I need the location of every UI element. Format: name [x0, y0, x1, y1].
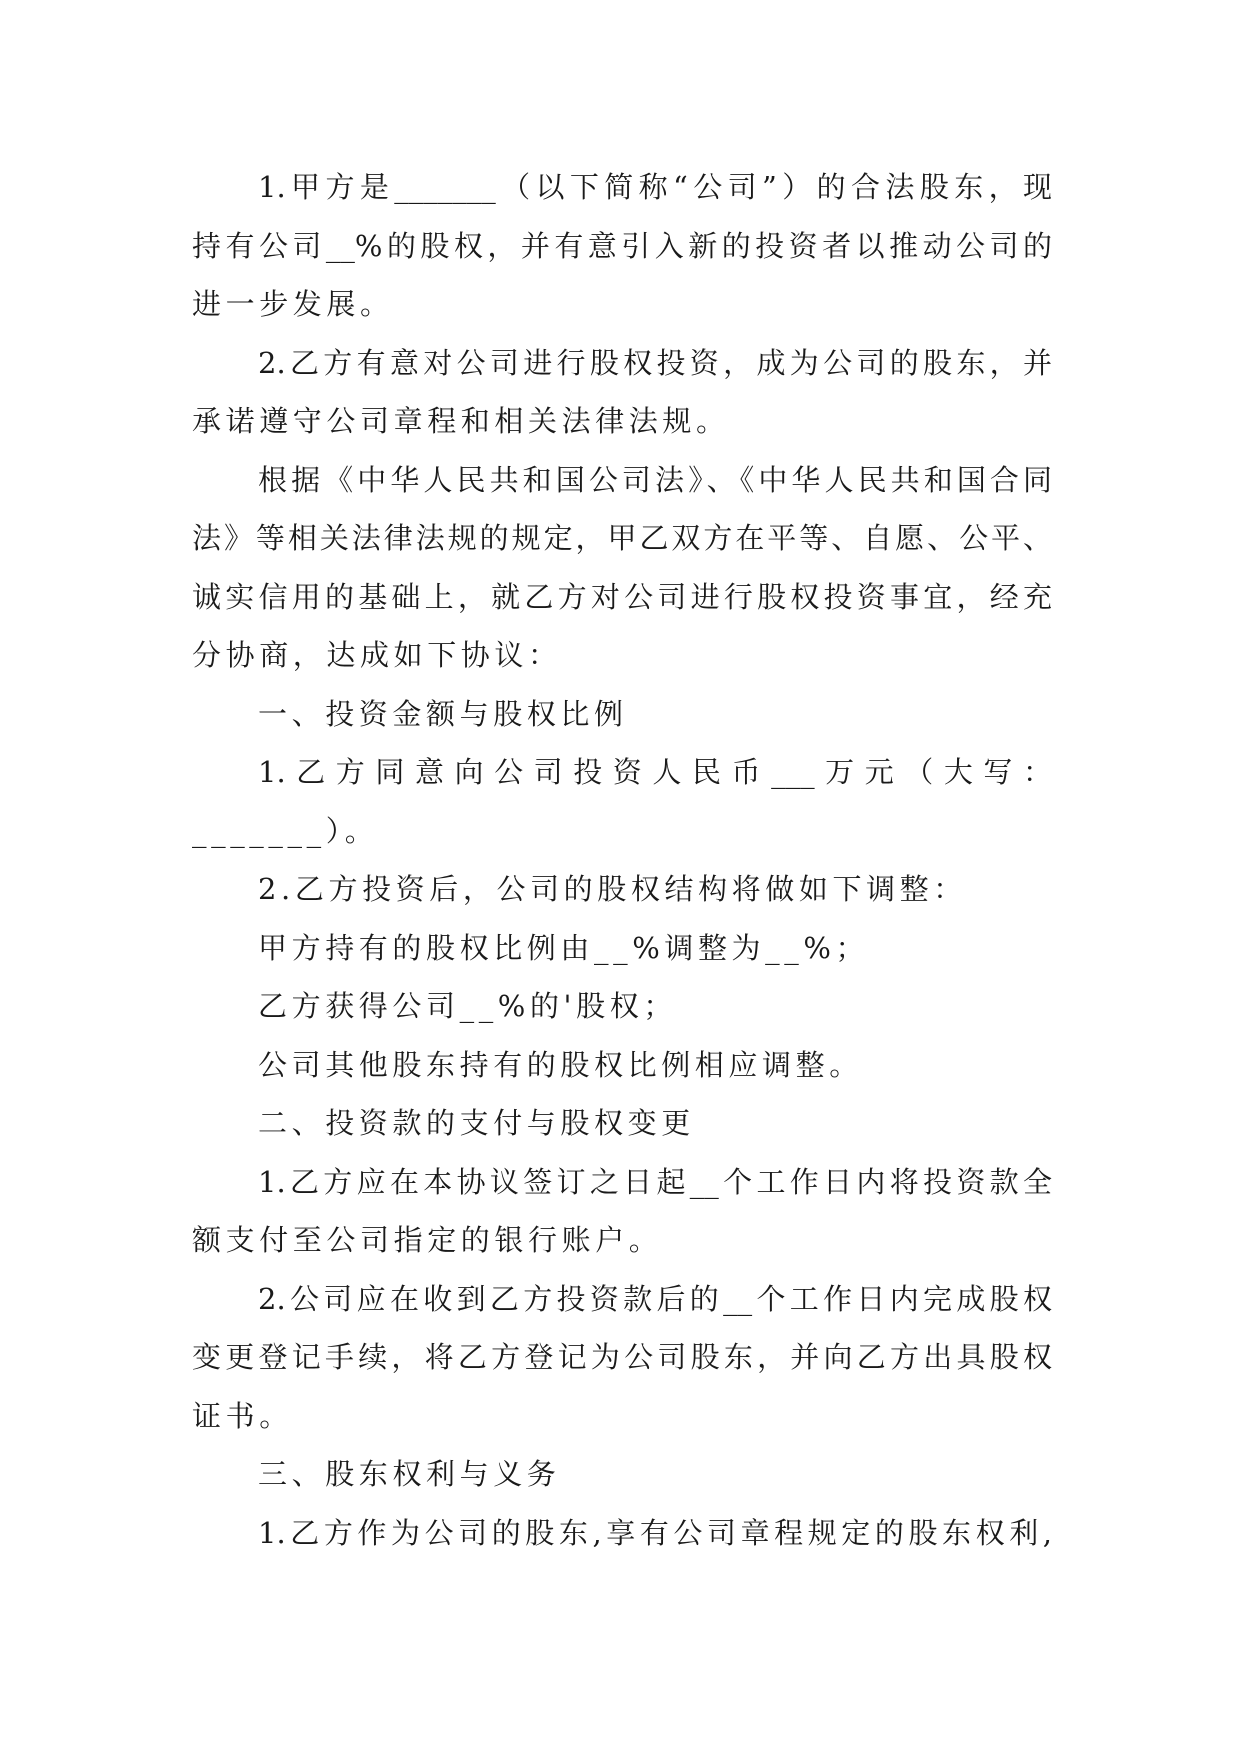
text-line: 承诺遵守公司章程和相关法律法规。: [192, 404, 730, 438]
paragraph-6: [192, 919, 1052, 978]
text-line: 分协商，达成如下协议：: [192, 638, 562, 672]
section-heading-3: [192, 1445, 1052, 1504]
text-line: 甲方持有的股权比例由__%调整为__%；: [258, 930, 870, 965]
heading-line: 二、投资款的支付与股权变更: [258, 1106, 695, 1140]
text-line: 乙方获得公司__%的'股权；: [258, 989, 677, 1023]
text-line: 证书。: [192, 1398, 293, 1433]
text-line: 2.公司应在收到乙方投资款后的__个工作日内完成股权: [258, 1281, 1052, 1316]
paragraph-10: [192, 1270, 1052, 1446]
text-line: 2.乙方有意对公司进行股权投资，成为公司的股东，并: [258, 345, 1052, 380]
text-line: 进一步发展。: [192, 287, 394, 321]
section-heading-2: [192, 1094, 1052, 1153]
text-line: 1.乙方同意向公司投资人民币___万元（大写：: [258, 755, 1052, 789]
text-line: 法》等相关法律法规的规定，甲乙双方在平等、自愿、公平、: [192, 521, 1052, 555]
paragraph-8: [192, 1036, 1052, 1095]
text-line: 1.乙方作为公司的股东,享有公司章程规定的股东权利,: [258, 1515, 1052, 1550]
text-line: 诚实信用的基础上，就乙方对公司进行股权投资事宜，经充: [192, 579, 1052, 614]
paragraph-4: [192, 743, 1052, 860]
paragraph-1: [192, 158, 1052, 334]
text-line: 变更登记手续，将乙方登记为公司股东，并向乙方出具股权: [192, 1340, 1052, 1374]
heading-line: 三、股东权利与义务: [258, 1457, 561, 1491]
text-line: 持有公司__%的股权，并有意引入新的投资者以推动公司的: [192, 228, 1052, 263]
text-line: 额支付至公司指定的银行账户。: [192, 1223, 663, 1257]
text-line: 根据《中华人民共和国公司法》、《中华人民共和国合同: [258, 462, 1052, 497]
text-line: _______）。: [192, 813, 379, 848]
text-line: 1.乙方应在本协议签订之日起__个工作日内将投资款全: [258, 1164, 1052, 1199]
text-line: 公司其他股东持有的股权比例相应调整。: [258, 1047, 863, 1082]
paragraph-5: [192, 860, 1052, 919]
paragraph-3: [192, 451, 1052, 685]
heading-line: 一、投资金额与股权比例: [258, 696, 628, 731]
paragraph-7: [192, 977, 1052, 1036]
paragraph-2: [192, 334, 1052, 451]
document-body: [192, 158, 1052, 1562]
paragraph-11: [192, 1504, 1052, 1563]
text-line: 1.甲方是_______（以下简称“公司”）的合法股东，现: [258, 170, 1052, 204]
section-heading-1: [192, 685, 1052, 744]
text-line: 2.乙方投资后，公司的股权结构将做如下调整：: [258, 872, 967, 906]
paragraph-9: [192, 1153, 1052, 1270]
